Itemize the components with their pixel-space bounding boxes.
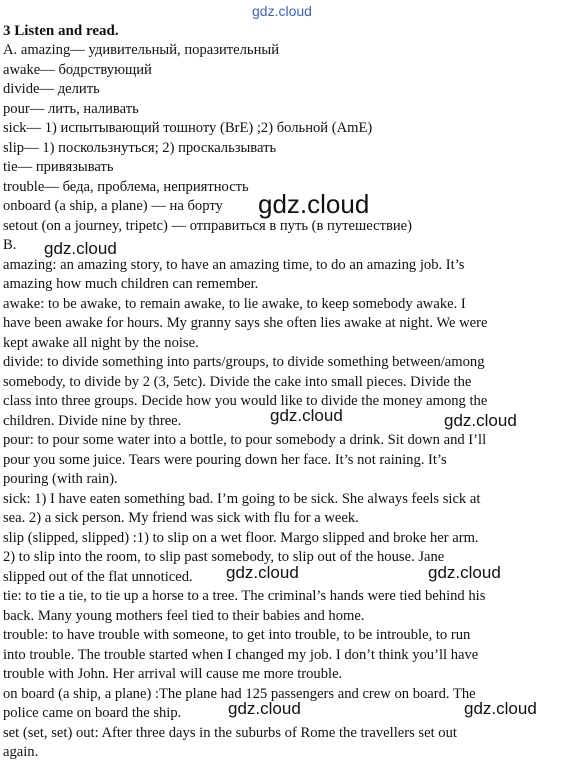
watermark: gdz.cloud: [258, 189, 370, 219]
vocab-line-pour: pour— лить, наливать: [3, 101, 139, 117]
watermark: gdz.cloud: [464, 699, 537, 718]
text-line: 2) to slip into the room, to slip past somebody, to slip out of the house. Jane: [3, 549, 445, 565]
text-line: trouble: to have trouble with someone, to get into trouble, to be introuble, to run: [3, 627, 471, 643]
text-line: have been awake for hours. My granny says she often lies awake at night. We were: [3, 315, 488, 331]
text-line: pour you some juice. Tears were pouring down her face. It’s not raining. It’s: [3, 452, 447, 468]
exercise-heading: 3 Listen and read.: [3, 23, 119, 39]
text-line: children. Divide nine by three.: [3, 413, 182, 429]
text-line: trouble with John. Her arrival will cause me more trouble.: [3, 666, 343, 682]
text-line: slipped out of the flat unnoticed.: [3, 569, 193, 585]
text-line: awake: to be awake, to remain awake, to lie awake, to keep somebody awake. I: [3, 296, 466, 312]
watermark: gdz.cloud: [270, 406, 343, 425]
vocab-line-trouble: trouble— беда, проблема, неприятность: [3, 179, 249, 195]
text-line: police came on board the ship.: [3, 705, 182, 721]
text-line: tie: to tie a tie, to tie up a horse to a tree. The criminal’s hands were tied behind his: [3, 588, 486, 604]
watermark: gdz.cloud: [44, 239, 117, 258]
vocab-line-divide: divide— делить: [3, 81, 100, 97]
text-line: class into three groups. Decide how you would like to divide the money among the: [3, 393, 488, 409]
watermark: gdz.cloud: [428, 563, 501, 582]
watermark: gdz.cloud: [444, 411, 517, 430]
text-line: set (set, set) out: After three days in the suburbs of Rome the travellers set out: [3, 725, 457, 741]
vocab-line-sick: sick— 1) испытывающий тошноту (BrE) ;2) больной (AmE): [3, 120, 373, 136]
text-line: kept awake all night by the noise.: [3, 335, 199, 351]
watermark: gdz.cloud: [252, 3, 312, 19]
vocab-line-amazing: A. amazing— удивительный, поразительный: [3, 42, 280, 58]
text-line: divide: to divide something into parts/groups, to divide something between/among: [3, 354, 485, 370]
text-line: again.: [3, 744, 39, 760]
vocab-line-tie: tie— привязывать: [3, 159, 114, 175]
text-line: slip (slipped, slipped) :1) to slip on a wet floor. Margo slipped and broke her arm.: [3, 530, 479, 546]
text-line: sick: 1) I have eaten something bad. I’m going to be sick. She always feels sick at: [3, 491, 481, 507]
vocab-line-setout: setout (on a journey, tripetc) — отправиться в путь (в путешествие): [3, 218, 412, 234]
text-line: into trouble. The trouble started when I changed my job. I don’t think you’ll have: [3, 647, 479, 663]
text-line: pour: to pour some water into a bottle, to pour somebody a drink. Sit down and I’ll: [3, 432, 487, 448]
text-line: pouring (with rain).: [3, 471, 118, 487]
watermark: gdz.cloud: [228, 699, 301, 718]
section-b-label: B.: [3, 237, 17, 253]
vocab-line-onboard: onboard (a ship, a plane) — на борту: [3, 198, 223, 214]
vocab-line-awake: awake— бодрствующий: [3, 62, 152, 78]
text-line: on board (a ship, a plane) :The plane had 125 passengers and crew on board. The: [3, 686, 476, 702]
text-line: back. Many young mothers feel tied to their babies and home.: [3, 608, 365, 624]
vocab-line-slip: slip— 1) поскользнуться; 2) проскальзывать: [3, 140, 277, 156]
text-line: amazing how much children can remember.: [3, 276, 259, 292]
text-line: amazing: an amazing story, to have an amazing time, to do an amazing job. It’s: [3, 257, 465, 273]
text-line: somebody, to divide by 2 (3, 5etc). Divide the cake into small pieces. Divide the: [3, 374, 472, 390]
text-line: sea. 2) a sick person. My friend was sick with flu for a week.: [3, 510, 359, 526]
watermark: gdz.cloud: [226, 563, 299, 582]
